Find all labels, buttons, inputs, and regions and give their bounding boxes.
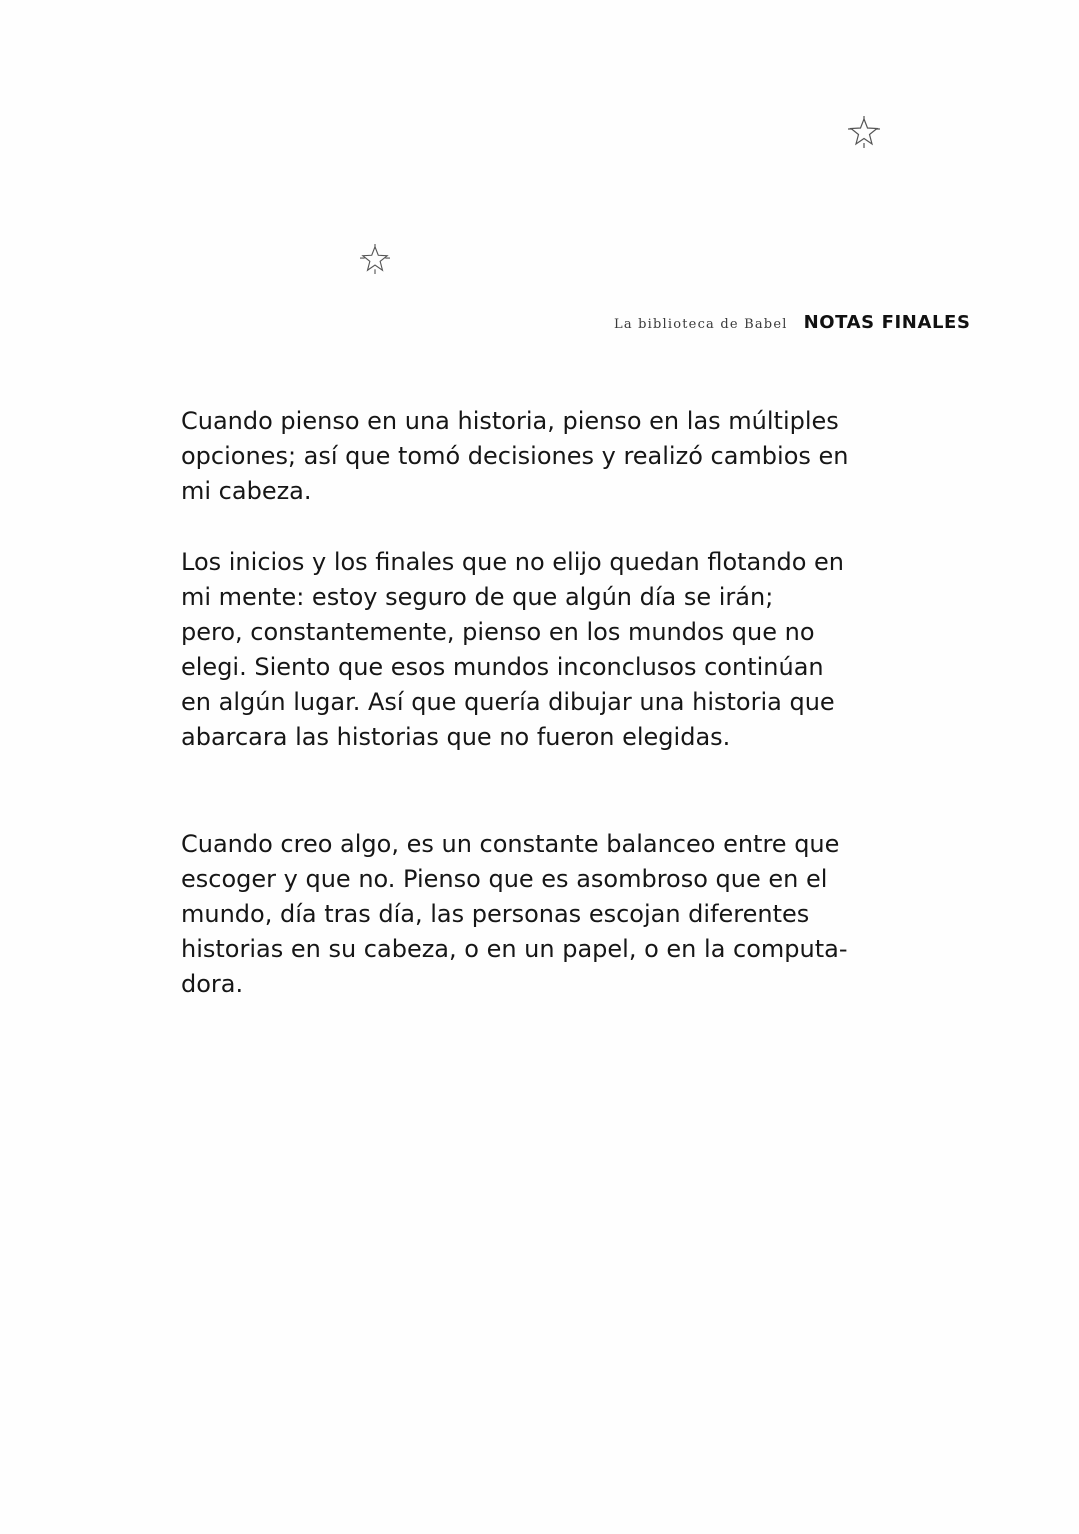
text-line: opciones; así que tomó decisiones y realizó cambios en [181,442,849,470]
text-line: elegi. Siento que esos mundos inconclusos continúan [181,653,824,681]
text-line: historias en su cabeza, o en un papel, o en la computa- [181,935,848,963]
paragraph [181,404,931,509]
text-line: Cuando pienso en una historia, pienso en las múltiples [181,407,839,435]
section-title: NOTAS FINALES [803,312,971,333]
paragraph [181,827,931,1002]
running-header [600,312,1000,342]
text-line: dora. [181,970,244,998]
book-title: La biblioteca de Babel [614,317,788,332]
text-line: mundo, día tras día, las personas escojan diferentes [181,900,810,928]
text-line: escoger y que no. Pienso que es asombroso que en el [181,865,828,893]
text-line: mi cabeza. [181,477,312,505]
text-line: mi mente: estoy seguro de que algún día se irán; [181,583,774,611]
paragraph [181,545,931,755]
text-line: Cuando creo algo, es un constante balanceo entre que [181,830,840,858]
text-line: pero, constantemente, pienso en los mundos que no [181,618,815,646]
star-ornament-icon [848,116,880,148]
text-line: en algún lugar. Así que quería dibujar una historia que [181,688,835,716]
text-line: Los inicios y los finales que no elijo quedan flotando en [181,548,844,576]
star-ornament-icon [360,244,390,274]
text-line: abarcara las historias que no fueron elegidas. [181,723,731,751]
